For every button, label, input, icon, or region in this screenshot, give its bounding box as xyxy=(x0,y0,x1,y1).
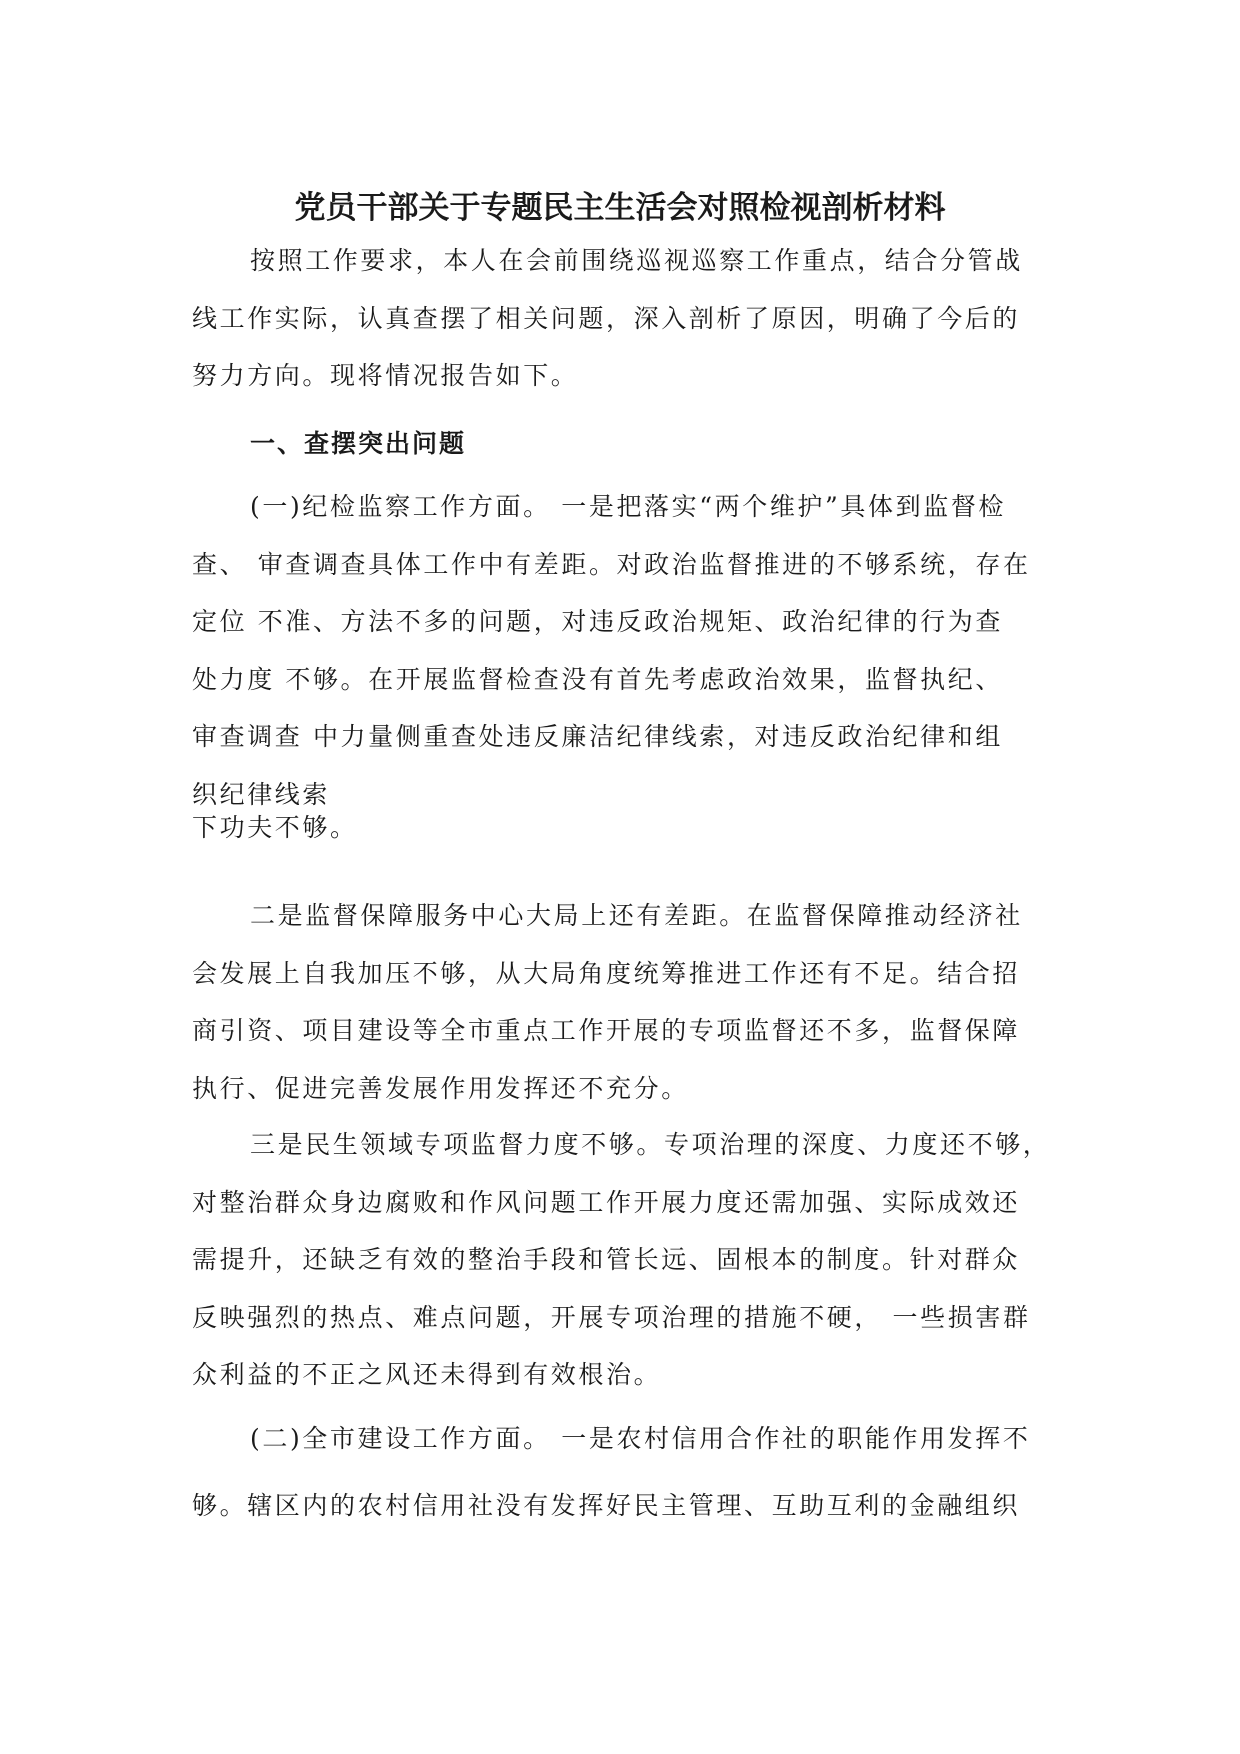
text-line: 处力度 不够。在开展监督检查没有首先考虑政治效果，监督执纪、 xyxy=(192,664,1003,694)
text-line: 按照工作要求，本人在会前围绕巡视巡察工作重点，结合分管战 xyxy=(250,246,1023,275)
text-line: 会发展上自我加压不够，从大局角度统筹推进工作还有不足。结合招 xyxy=(192,958,1021,988)
text-line: 够。辖区内的农村信用社没有发挥好民主管理、互助互利的金融组织 xyxy=(192,1491,1021,1520)
text-line: (二)全市建设工作方面。 一是农村信用合作社的职能作用发挥不 xyxy=(250,1424,1031,1453)
text-line: 织纪律线索 xyxy=(192,779,331,809)
text-line: 下功夫不够。 xyxy=(192,813,358,842)
subsection-2-paragraph xyxy=(192,1405,1052,1539)
text-line: 线工作实际，认真查摆了相关问题，深入剖析了原因，明确了今后的 xyxy=(192,303,1021,333)
text-line: 对整治群众身边腐败和作风问题工作开展力度还需加强、实际成效还 xyxy=(192,1187,1021,1217)
intro-paragraph xyxy=(192,232,1052,405)
text-line: 商引资、项目建设等全市重点工作开展的专项监督还不多，监督保障 xyxy=(192,1016,1021,1045)
text-line: 反映强烈的热点、难点问题，开展专项治理的措施不硬， 一些损害群 xyxy=(192,1302,1031,1332)
paragraph-2 xyxy=(192,887,1052,1117)
section-heading: 一、查摆突出问题 xyxy=(250,429,467,458)
text-line: 努力方向。现将情况报告如下。 xyxy=(192,361,579,390)
text-line: 查、 审查调查具体工作中有差距。对政治监督推进的不够系统，存在 xyxy=(192,549,1031,579)
paragraph-3 xyxy=(192,1116,1052,1404)
document-title: 党员干部关于专题民主生活会对照检视剖析材料 xyxy=(294,190,946,226)
text-line: 需提升，还缺乏有效的整治手段和管长远、固根本的制度。针对群众 xyxy=(192,1245,1021,1274)
text-line: 执行、促进完善发展作用发挥还不充分。 xyxy=(192,1073,689,1103)
text-line: 定位 不准、方法不多的问题，对违反政治规矩、政治纪律的行为查 xyxy=(192,607,1003,636)
text-line: 众利益的不正之风还未得到有效根治。 xyxy=(192,1360,662,1389)
subsection-1-tail xyxy=(192,806,1052,850)
text-line: 三是民生领域专项监督力度不够。专项治理的深度、力度还不够， xyxy=(250,1130,1051,1159)
subsection-1-paragraph xyxy=(192,478,1052,823)
text-line: 二是监督保障服务中心大局上还有差距。在监督保障推动经济社 xyxy=(250,901,1023,930)
text-line: (一)纪检监察工作方面。 一是把落实“两个维护”具体到监督检 xyxy=(250,492,1007,521)
text-line: 审查调查 中力量侧重查处违反廉洁纪律线索，对违反政治纪律和组 xyxy=(192,722,1003,751)
